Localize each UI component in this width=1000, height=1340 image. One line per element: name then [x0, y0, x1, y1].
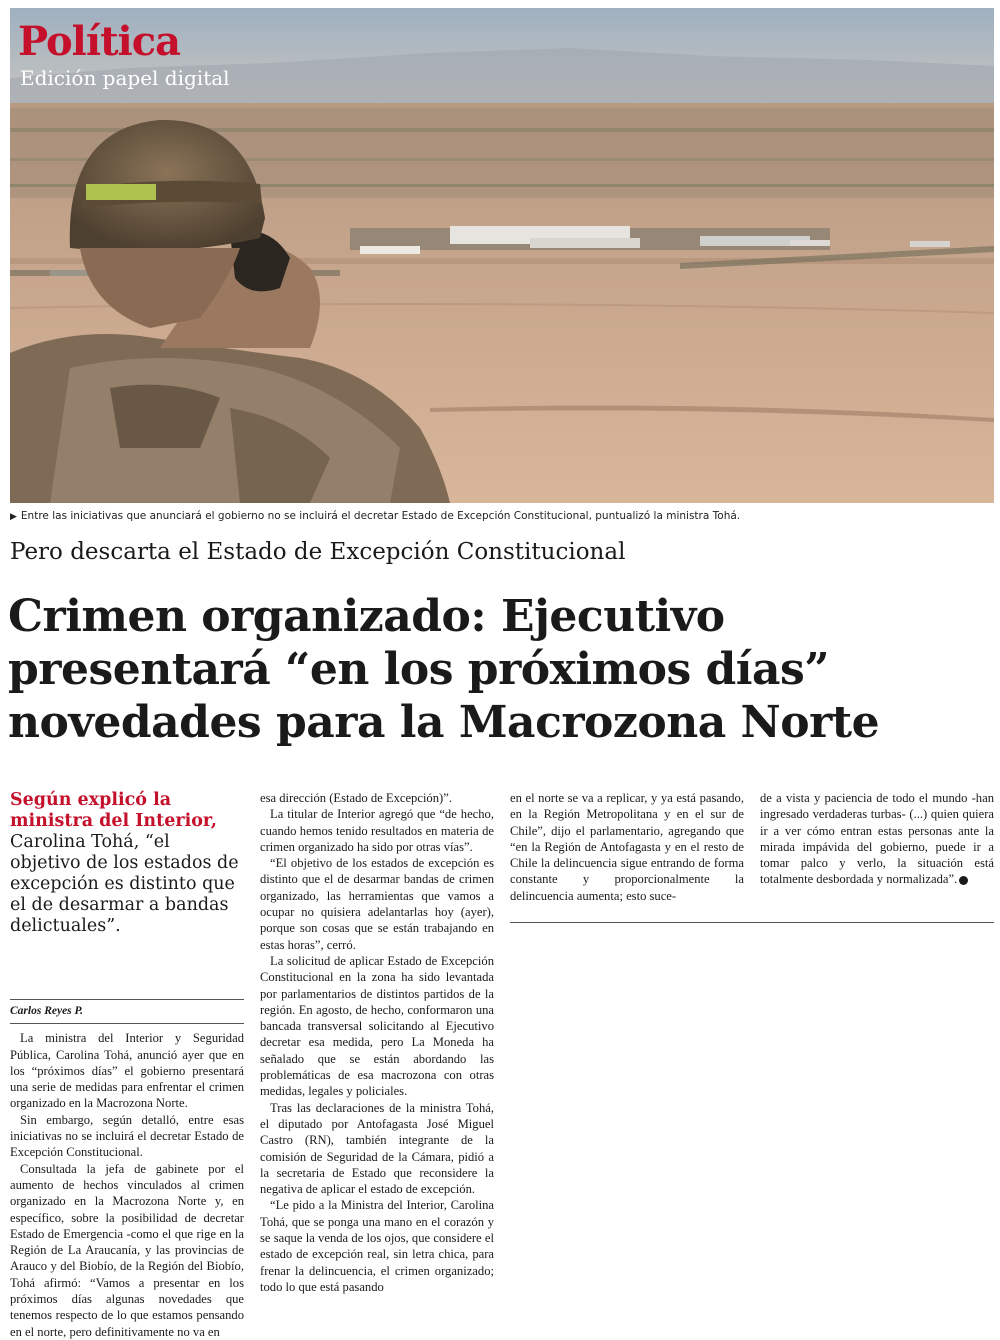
- paragraph: en el norte se va a replicar, y ya está pasando, en la Región Metropolitana y en el sur de Chile”, dijo el parlamentario, agregando que “en la Región de Antofagasta y en el resto de Chile la delincuencia sigue entrando de forma constante y proporcionalmente la delincuencia aumenta; esto suce-: [510, 791, 744, 903]
- article-column-4: [760, 790, 994, 888]
- paragraph-text: de a vista y paciencia de todo el mundo -han ingresado verdaderas turbas- (...) quien quiera ir a ver cómo entran estas personas ante la mirada impávida del gobierno, puede ir a tomar palco y verlo, la situación está totalmente desbordada y normalizada”.: [760, 791, 994, 887]
- article-column-1: [10, 790, 244, 1340]
- article-kicker: Pero descarta el Estado de Excepción Constitucional: [10, 539, 626, 565]
- paragraph: [760, 790, 994, 888]
- article-lead-highlight: Según explicó la ministra del Interior,: [10, 790, 217, 831]
- paragraph: “Le pido a la Ministra del Interior, Carolina Tohá, que se ponga una mano en el corazón y se saque la venda de los ojos, que considere el estado de excepción real, sin letra chica, para frenar la delincuencia, el crimen organizado; todo lo que está pasando: [260, 1198, 494, 1294]
- paragraph: La titular de Interior agregó que “de hecho, cuando hemos tenido resultados en materia de crimen organizado ha sido por otras vías”.: [260, 807, 494, 854]
- paragraph: Sin embargo, según detalló, entre esas iniciativas no se incluirá el decretar Estado de Excepción Constitucional.: [10, 1112, 244, 1160]
- paragraph: La ministra del Interior y Seguridad Pública, Carolina Tohá, anunció ayer que en los “próximos días” el gobierno presentará una serie de medidas para enfrentar el crimen organizado en la Macrozona Norte.: [10, 1031, 244, 1111]
- article-column-2: [260, 790, 494, 1295]
- column-divider-rule: [510, 922, 994, 923]
- paragraph: Tras las declaraciones de la ministra Tohá, el diputado por Antofagasta José Miguel Castro (RN), también integrante de la comisión de Seguridad de la Cámara, pidió a la secretaria de Estado que reconsidere la negativa de aplicar el estado de excepción.: [260, 1100, 494, 1197]
- article-column-3: [510, 790, 744, 904]
- photo-caption-text: Entre las iniciativas que anunciará el gobierno no se incluirá el decretar Estado de Excepción Constitucional, puntualizó la ministra Tohá.: [20, 510, 741, 522]
- byline-rule: [10, 999, 244, 1000]
- paragraph: esa dirección (Estado de Excepción)”.: [260, 791, 452, 805]
- article-byline: Carlos Reyes P.: [10, 1003, 244, 1024]
- paragraph: “El objetivo de los estados de excepción es distinto que el de desarmar bandas de crimen organizado, las herramientas que vamos a ocupar no quisiera adelantarlas hoy (ayer), porque son cosas que se están trabajando en estas horas”, cerró.: [260, 856, 494, 952]
- end-of-article-icon: [959, 876, 968, 885]
- article-lead: [10, 790, 244, 937]
- article-lead-text: Carolina Tohá, “el objetivo de los estados de excepción es distinto que el de desarmar a bandas delictuales”.: [10, 832, 239, 936]
- section-title: Política: [18, 18, 181, 65]
- paragraph: Consultada la jefa de gabinete por el aumento de hechos vinculados al crimen organizado en la Macrozona Norte y, en específico, sobre la posibilidad de decretar Estado de Emergencia -como el que rige en la Región de La Araucanía, y las provincias de Arauco y del Biobío, de la Región del Biobío, Tohá afirmó: “Vamos a presentar en los próximos días algunas novedades que tenemos respecto de lo que estamos pensando en el norte, pero definitivamente no va en: [10, 1161, 244, 1339]
- section-subtitle: Edición papel digital: [20, 66, 230, 90]
- caption-marker-icon: ▶: [10, 512, 17, 522]
- article-headline: Crimen organizado: Ejecutivo presentará “en los próximos días” novedades para la Macrozona Norte: [8, 591, 880, 748]
- paragraph: La solicitud de aplicar Estado de Excepción Constitucional en la zona ha sido levantada por parlamentarios de distintos partidos de la región. En agosto, de hecho, conformaron una bancada transversal solicitando al Ejecutivo decretar esa medida, pero La Moneda ha señalado que se están abordando las problemáticas de esa macrozona con otras medidas, legales y policiales.: [260, 953, 494, 1099]
- photo-caption: [10, 510, 994, 522]
